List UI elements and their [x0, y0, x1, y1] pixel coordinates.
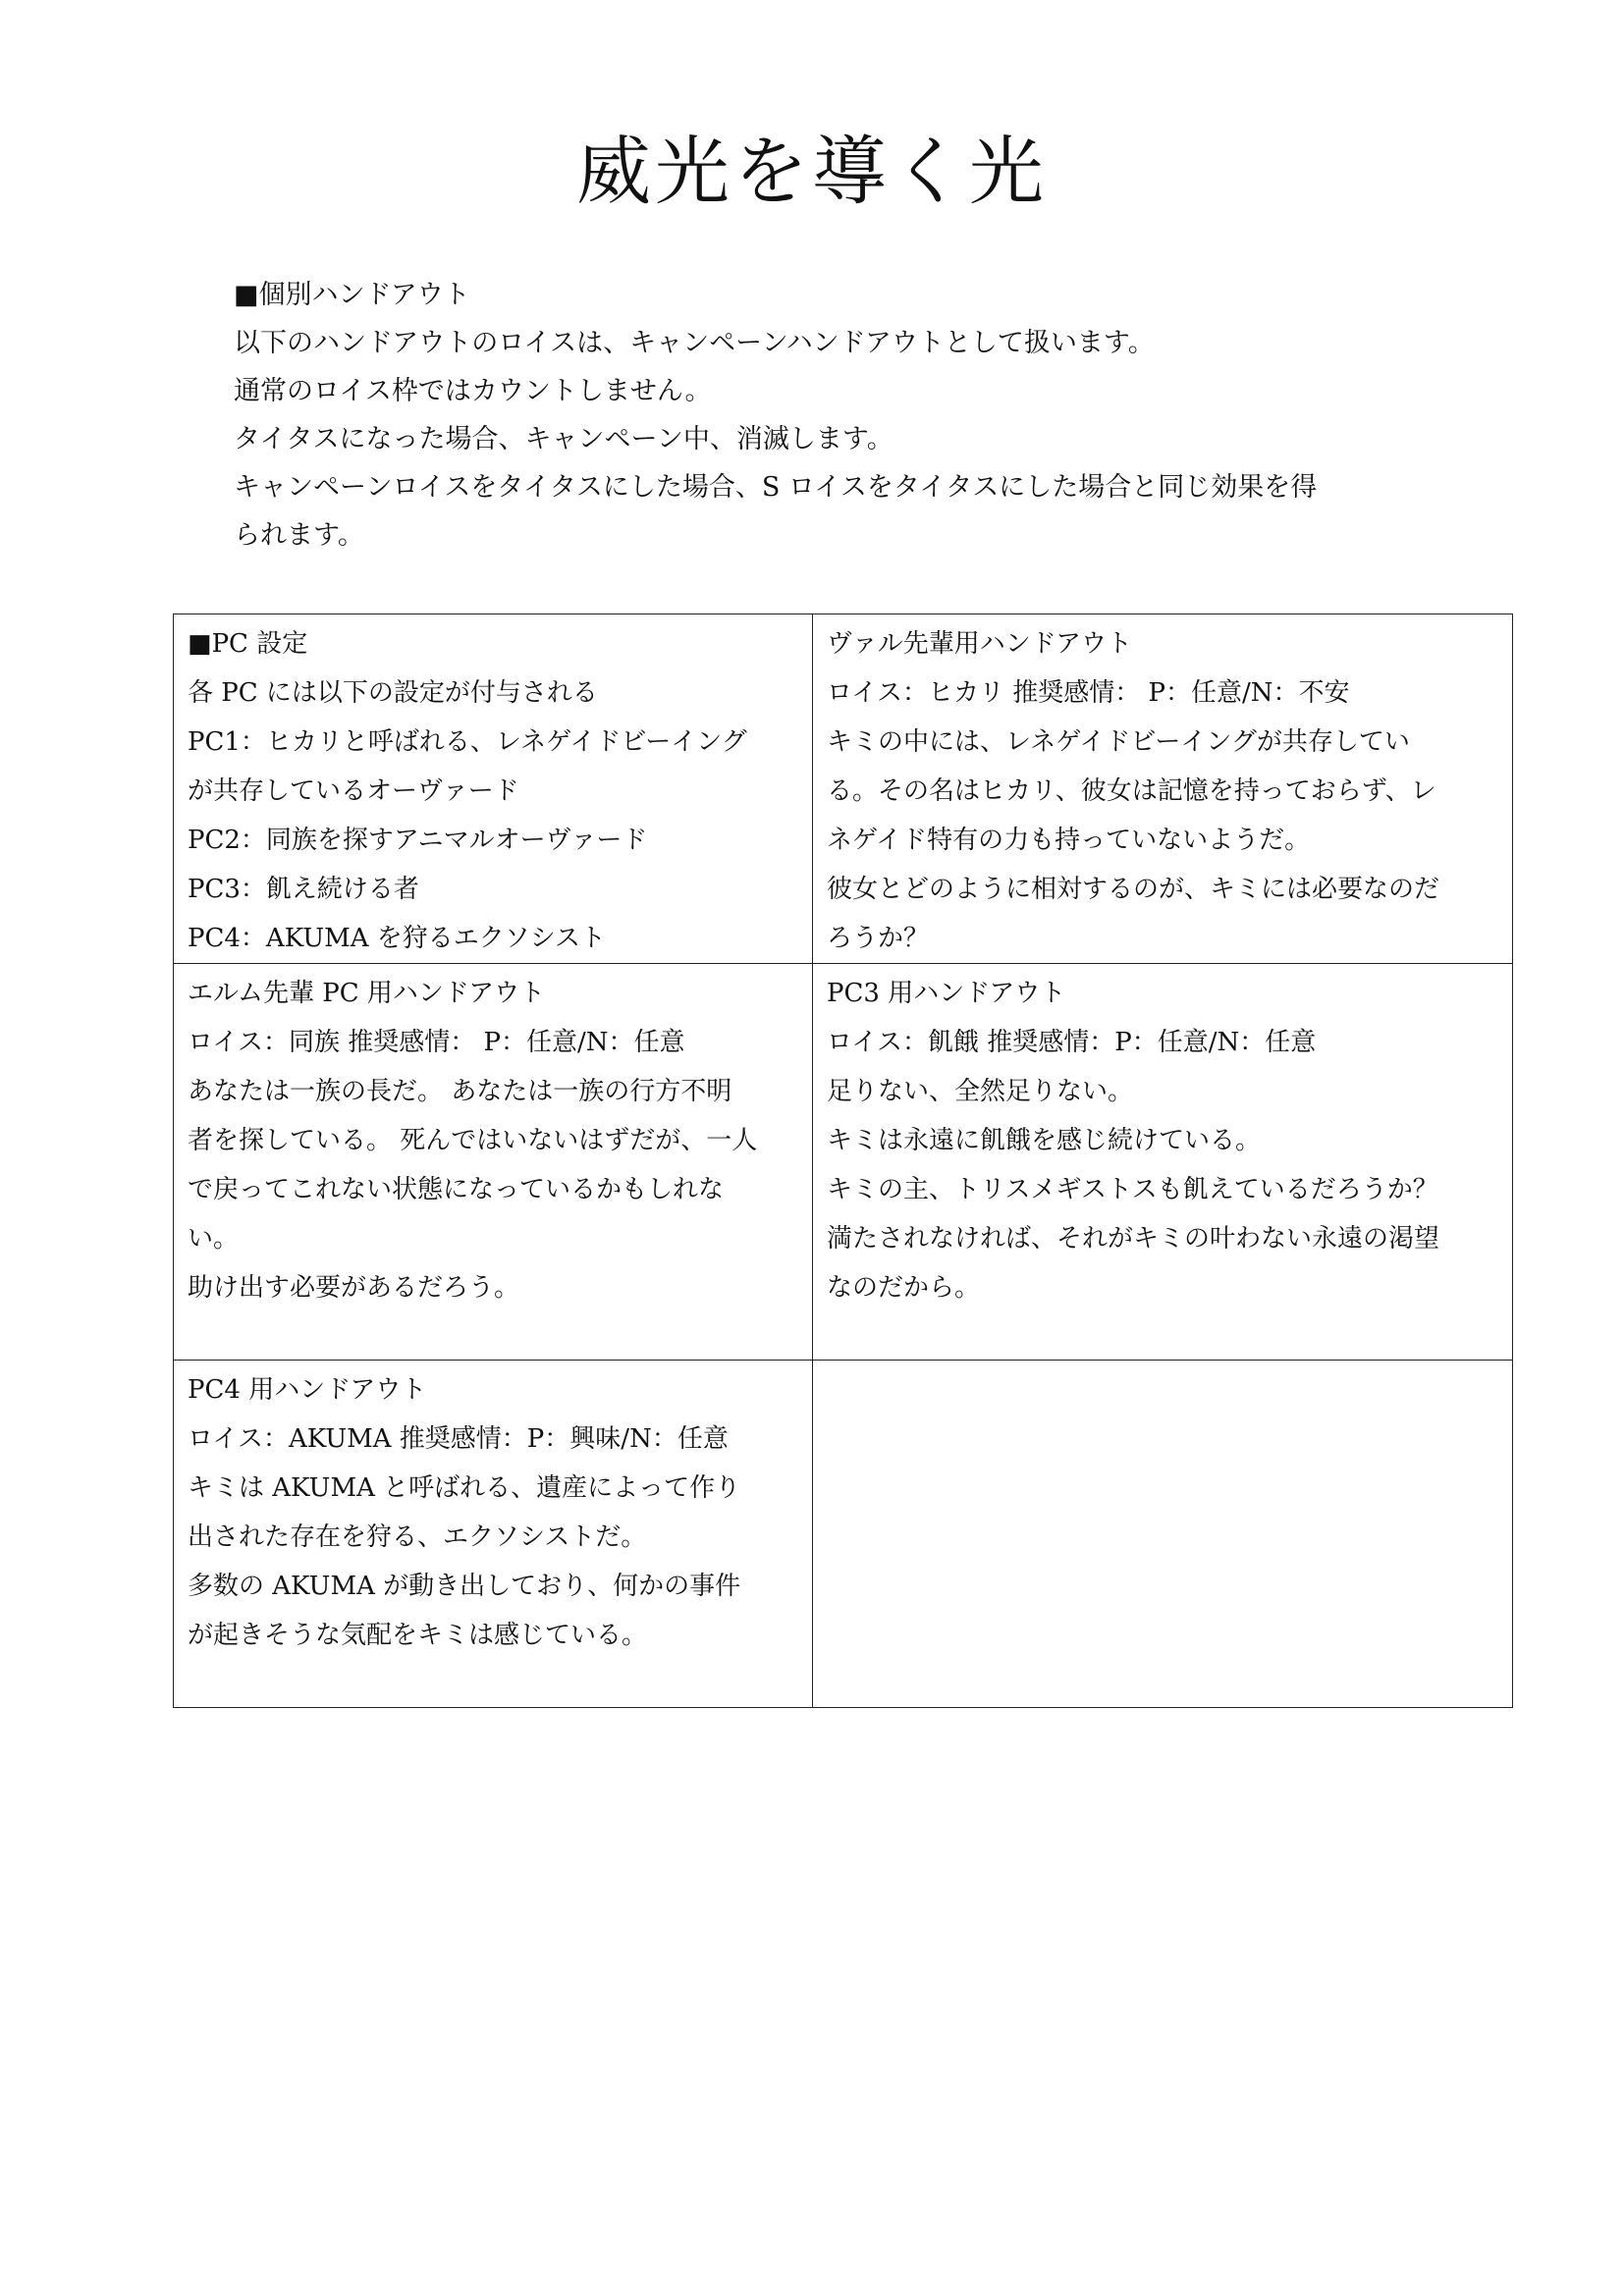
pc-settings-heading: ■PC 設定 — [188, 629, 308, 659]
val-handout-line: ロイス：ヒカリ 推奨感情： P：任意/N：不安 — [827, 678, 1350, 708]
elm-handout-line: あなたは一族の長だ。 あなたは一族の行方不明 — [188, 1077, 732, 1106]
elm-handout-line: ロイス：同族 推奨感情： P：任意/N：任意 — [188, 1028, 685, 1057]
pc4-handout-line: ロイス：AKUMA 推奨感情：P：興味/N：任意 — [188, 1424, 729, 1454]
val-handout-line: 彼女とどのように相対するのが、キミには必要なのだ — [827, 875, 1440, 904]
pc3-handout-line: キミは永遠に飢餓を感じ続けている。 — [827, 1126, 1262, 1155]
table-row — [174, 964, 1513, 1361]
elm-handout-line: 助け出す必要があるだろう。 — [188, 1273, 520, 1303]
pc3-handout-line: 満たされなければ、それがキミの叶わない永遠の渇望 — [827, 1224, 1440, 1254]
handout-table — [173, 614, 1513, 1708]
pc-settings-line: が共存しているオーヴァード — [188, 776, 519, 806]
pc3-handout-heading: PC3 用ハンドアウト — [827, 979, 1066, 1008]
pc3-handout-cell — [813, 964, 1513, 1361]
intro-section — [234, 271, 1412, 560]
elm-handout-line: で戻ってこれない状態になっているかもしれな — [188, 1175, 725, 1204]
page-title: 威光を導く光 — [576, 128, 1048, 215]
empty-cell — [813, 1361, 1513, 1708]
pc3-handout-line: キミの主、トリスメギストスも飢えているだろうか？ — [827, 1175, 1438, 1204]
pc-settings-line: 各 PC には以下の設定が付与される — [188, 678, 598, 708]
pc4-handout-cell — [174, 1361, 813, 1708]
pc3-handout-line: 足りない、全然足りない。 — [827, 1077, 1134, 1106]
table-row — [174, 1361, 1513, 1708]
pc4-handout-line: 出された存在を狩る、エクソシストだ。 — [188, 1522, 647, 1552]
pc-settings-cell — [174, 614, 813, 964]
val-handout-line: キミの中には、レネゲイドビーイングが共存してい — [827, 727, 1410, 757]
pc3-handout-line: なのだから。 — [827, 1273, 981, 1303]
pc4-handout-line: キミは AKUMA と呼ばれる、遺産によって作り — [188, 1473, 741, 1503]
elm-handout-line: 者を探している。 死んではいないはずだが、一人 — [188, 1126, 758, 1155]
val-handout-heading: ヴァル先輩用ハンドアウト — [827, 629, 1132, 659]
val-handout-line: ろうか？ — [827, 924, 930, 953]
pc-settings-line: PC1：ヒカリと呼ばれる、レネゲイドビーイング — [188, 727, 747, 757]
pc-settings-line: PC2：同族を探すアニマルオーヴァード — [188, 826, 648, 855]
pc-settings-line: PC4：AKUMA を狩るエクソシスト — [188, 924, 606, 953]
elm-handout-line: い。 — [188, 1224, 240, 1254]
intro-line: キャンペーンロイスをタイタスにした場合、S ロイスをタイタスにした場合と同じ効果を得 — [234, 472, 1318, 503]
intro-line: られます。 — [234, 520, 364, 551]
val-handout-line: る。その名はヒカリ、彼女は記憶を持っておらず、レ — [827, 776, 1436, 806]
pc4-handout-line: 多数の AKUMA が動き出しており、何かの事件 — [188, 1572, 741, 1601]
elm-handout-heading: エルム先輩 PC 用ハンドアウト — [188, 979, 546, 1008]
pc3-handout-line: ロイス：飢餓 推奨感情：P：任意/N：任意 — [827, 1028, 1317, 1057]
table-row — [174, 614, 1513, 964]
intro-line: 通常のロイス枠ではカウントしません。 — [234, 376, 712, 406]
pc4-handout-heading: PC4 用ハンドアウト — [188, 1375, 427, 1405]
pc4-handout-line: が起きそうな気配をキミは感じている。 — [188, 1621, 648, 1650]
val-handout-line: ネゲイド特有の力も持っていないようだ。 — [827, 826, 1311, 855]
pc-settings-line: PC3：飢え続ける者 — [188, 875, 419, 904]
intro-line: 以下のハンドアウトのロイスは、キャンペーンハンドアウトとして扱います。 — [234, 328, 1155, 358]
elm-handout-cell — [174, 964, 813, 1361]
intro-line: タイタスになった場合、キャンペーン中、消滅します。 — [234, 424, 893, 454]
intro-heading: ■個別ハンドアウト — [234, 280, 470, 310]
val-handout-cell — [813, 614, 1513, 964]
